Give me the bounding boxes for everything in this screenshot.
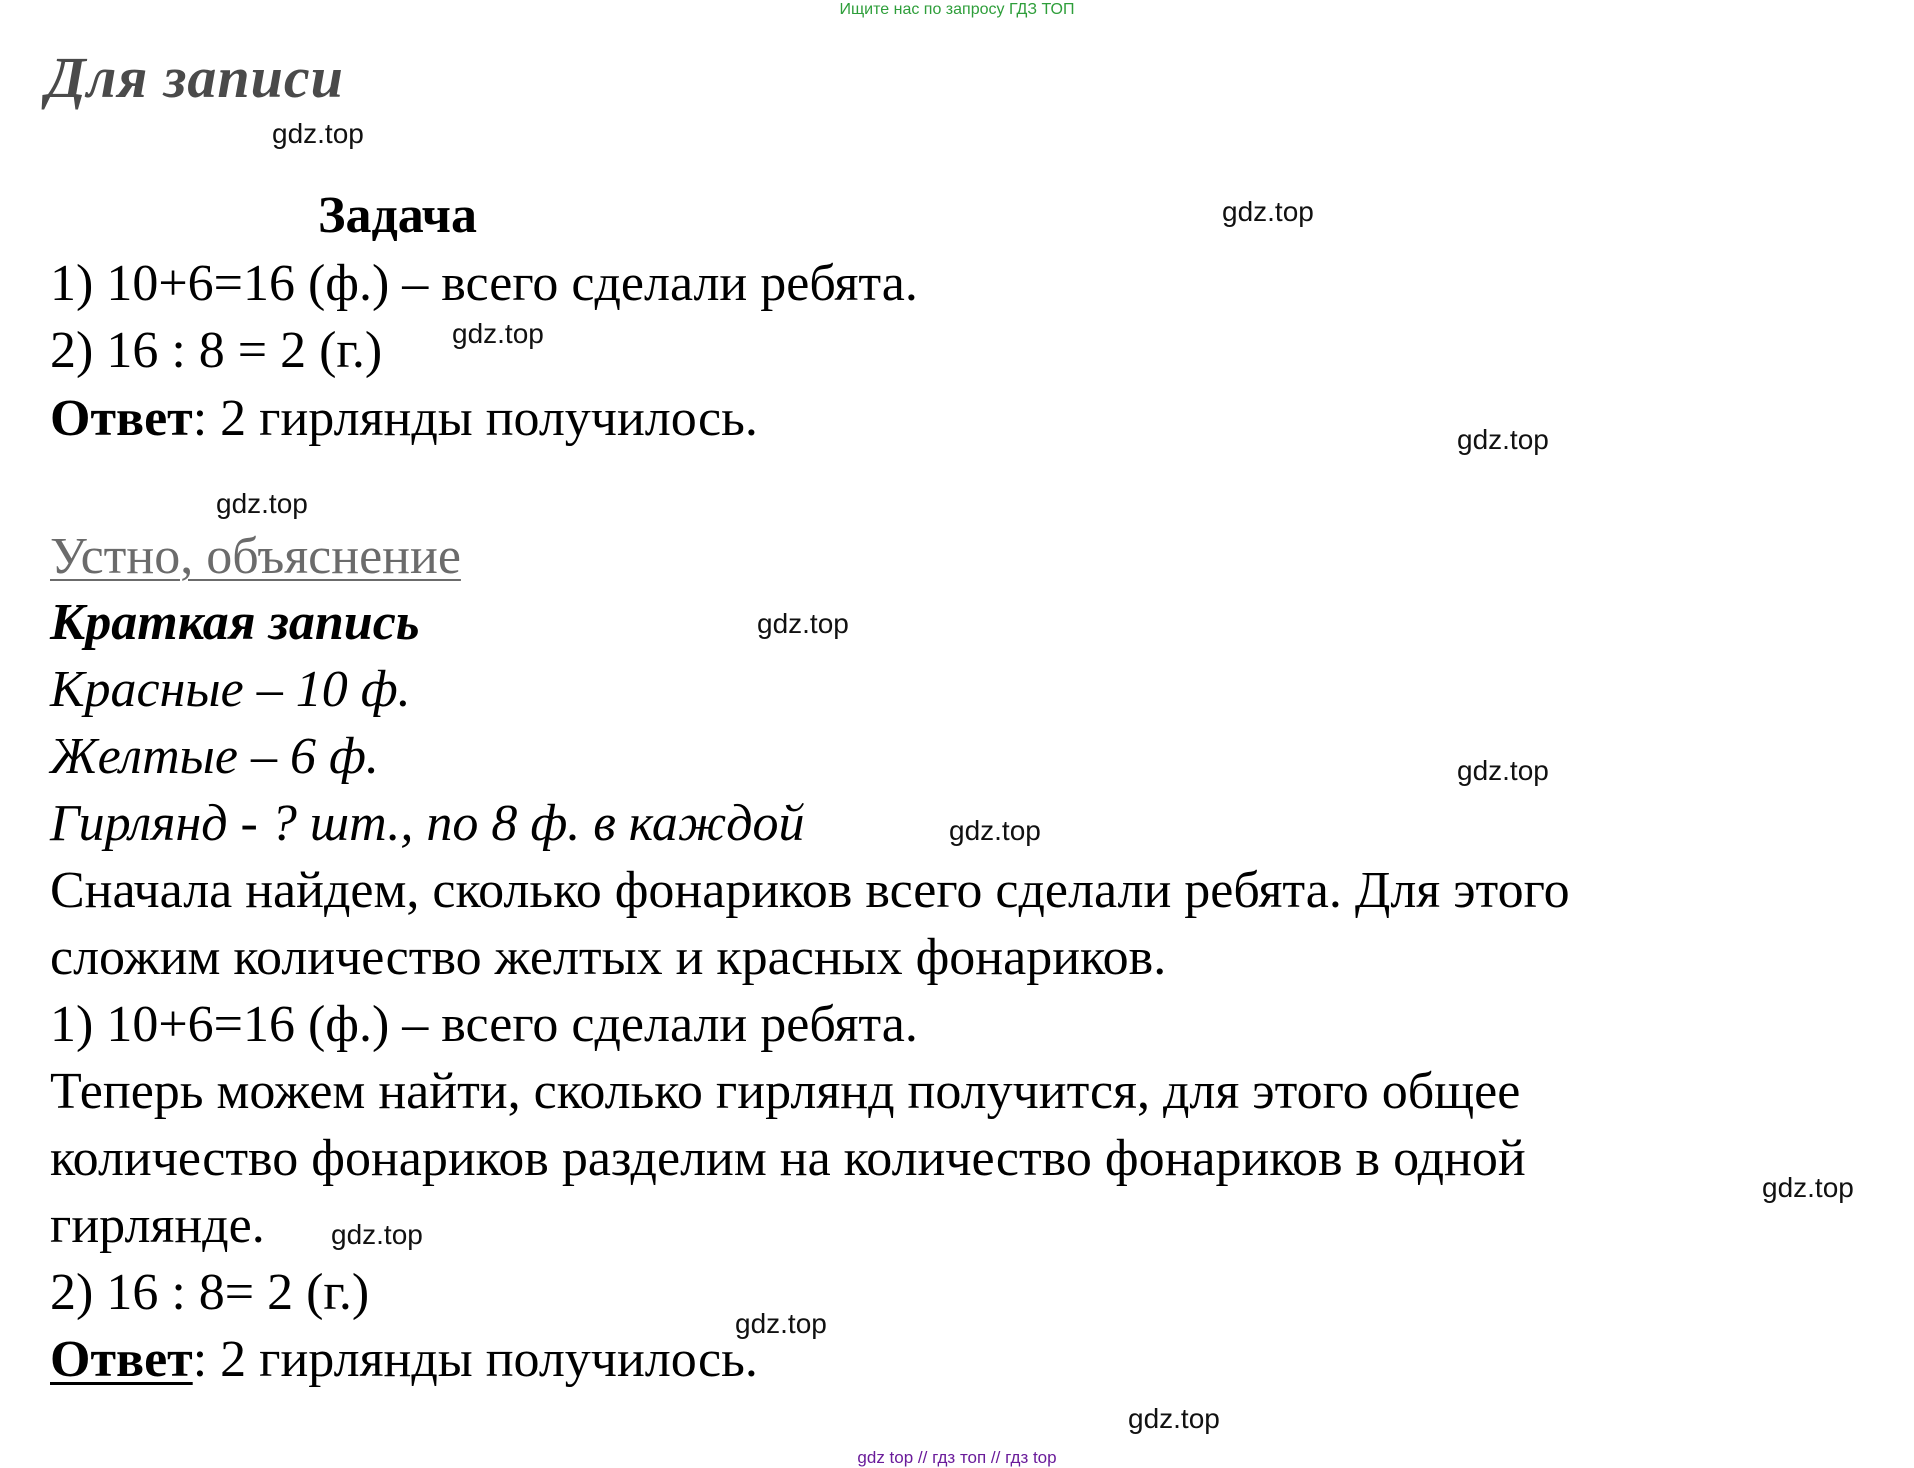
- answer-text: : 2 гирлянды получилось.: [192, 390, 758, 447]
- answer-text: : 2 гирлянды получилось.: [192, 1331, 758, 1388]
- task-title: Задача: [318, 187, 477, 244]
- solution-step-1: 1) 10+6=16 (ф.) – всего сделали ребята.: [50, 255, 918, 312]
- section-heading: Для записи: [46, 45, 344, 110]
- watermark: gdz.top: [272, 118, 364, 149]
- explanation-step-2: 2) 16 : 8= 2 (г.): [50, 1264, 370, 1321]
- solution-step-2: 2) 16 : 8 = 2 (г.): [50, 322, 383, 379]
- watermark: gdz.top: [452, 318, 544, 349]
- short-note-red: Красные – 10 ф.: [50, 661, 411, 718]
- watermark: gdz.top: [1222, 196, 1314, 227]
- explanation-text: Сначала найдем, сколько фонариков всего сделали ребята. Для этого: [50, 862, 1570, 919]
- answer-label: Ответ: [50, 1331, 193, 1388]
- watermark: gdz.top: [1762, 1172, 1854, 1203]
- watermark: gdz.top: [757, 608, 849, 639]
- watermark: gdz.top: [949, 815, 1041, 846]
- footer-links[interactable]: gdz top // гдз топ // гдз top: [857, 1448, 1057, 1467]
- watermark: gdz.top: [1457, 755, 1549, 786]
- explanation-text: гирлянде.: [50, 1197, 265, 1254]
- short-note-title: Краткая запись: [50, 594, 420, 651]
- watermark: gdz.top: [1128, 1403, 1220, 1434]
- watermark: gdz.top: [216, 488, 308, 519]
- explanation-text: количество фонариков разделим на количество фонариков в одной: [50, 1130, 1526, 1187]
- explanation-text: Теперь можем найти, сколько гирлянд получится, для этого общее: [50, 1063, 1521, 1120]
- watermark: gdz.top: [735, 1308, 827, 1339]
- top-banner[interactable]: Ищите нас по запросу ГДЗ ТОП: [839, 1, 1075, 18]
- short-note-garlands: Гирлянд - ? шт., по 8 ф. в каждой: [50, 795, 805, 852]
- watermark: gdz.top: [331, 1219, 423, 1250]
- oral-heading: Устно, объяснение: [50, 528, 461, 585]
- explanation-text: сложим количество желтых и красных фонариков.: [50, 929, 1167, 986]
- explanation-answer: [50, 1330, 758, 1390]
- explanation-step-1: 1) 10+6=16 (ф.) – всего сделали ребята.: [50, 996, 918, 1053]
- watermark: gdz.top: [1457, 424, 1549, 455]
- answer-label: Ответ: [50, 390, 193, 447]
- solution-answer: [50, 389, 758, 449]
- short-note-yellow: Желтые – 6 ф.: [50, 728, 379, 785]
